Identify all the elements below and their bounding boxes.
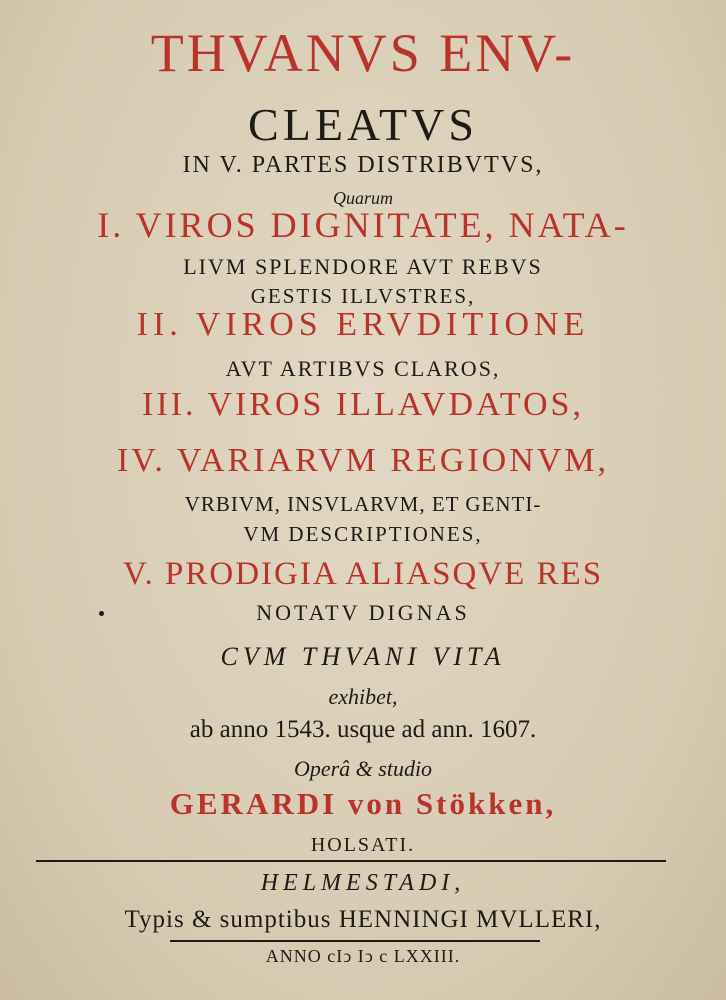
part-1-line-3: GESTIS ILLVSTRES, xyxy=(250,284,476,308)
top-rule xyxy=(36,860,666,862)
part-5-line-2: NOTATV DIGNAS xyxy=(256,600,470,625)
subtitle-line: IN V. PARTES DISTRIBVTVS, xyxy=(182,152,544,178)
title-line-2: CLEATVS xyxy=(248,99,478,150)
part-1-line-2: LIVM SPLENDORE AVT REBVS xyxy=(183,254,543,279)
bottom-rule xyxy=(170,940,540,942)
part-3-line: III. VIROS ILLAVDATOS, xyxy=(142,386,584,423)
date-range-line: ab anno 1543. usque ad ann. 1607. xyxy=(189,716,537,743)
part-1-line: I. VIROS DIGNITATE, NATA- xyxy=(97,205,629,245)
vita-line: CVM THVANI VITA xyxy=(220,642,506,671)
part-5-line: V. PRODIGIA ALIASQVE RES xyxy=(122,556,604,592)
part-2-line-2: AVT ARTIBVS CLAROS, xyxy=(225,356,501,381)
part-2-line: II. VIROS ERVDITIONE xyxy=(136,306,590,343)
part-4-line-2: VRBIVM, INSVLARVM, ET GENTI- xyxy=(184,492,542,516)
part-4-line-3: VM DESCRIPTIONES, xyxy=(243,522,483,546)
part-4-line: IV. VARIARVM REGIONVM, xyxy=(116,442,610,479)
author-line: GERARDI von Stökken, xyxy=(169,786,557,821)
printer-line: Typis & sumptibus HENNINGI MVLLERI, xyxy=(124,906,602,933)
exhibet-line: exhibet, xyxy=(328,684,398,709)
opera-line: Operâ & studio xyxy=(293,756,433,781)
holsati-line: HOLSATI. xyxy=(310,834,416,856)
year-line: ANNO cIↄ Iↄ c LXXIII. xyxy=(265,946,461,966)
title-line-1: THVANVS ENV- xyxy=(150,23,576,83)
place-line: HELMESTADI, xyxy=(260,870,466,896)
quarum-line: Quarum xyxy=(332,188,393,208)
